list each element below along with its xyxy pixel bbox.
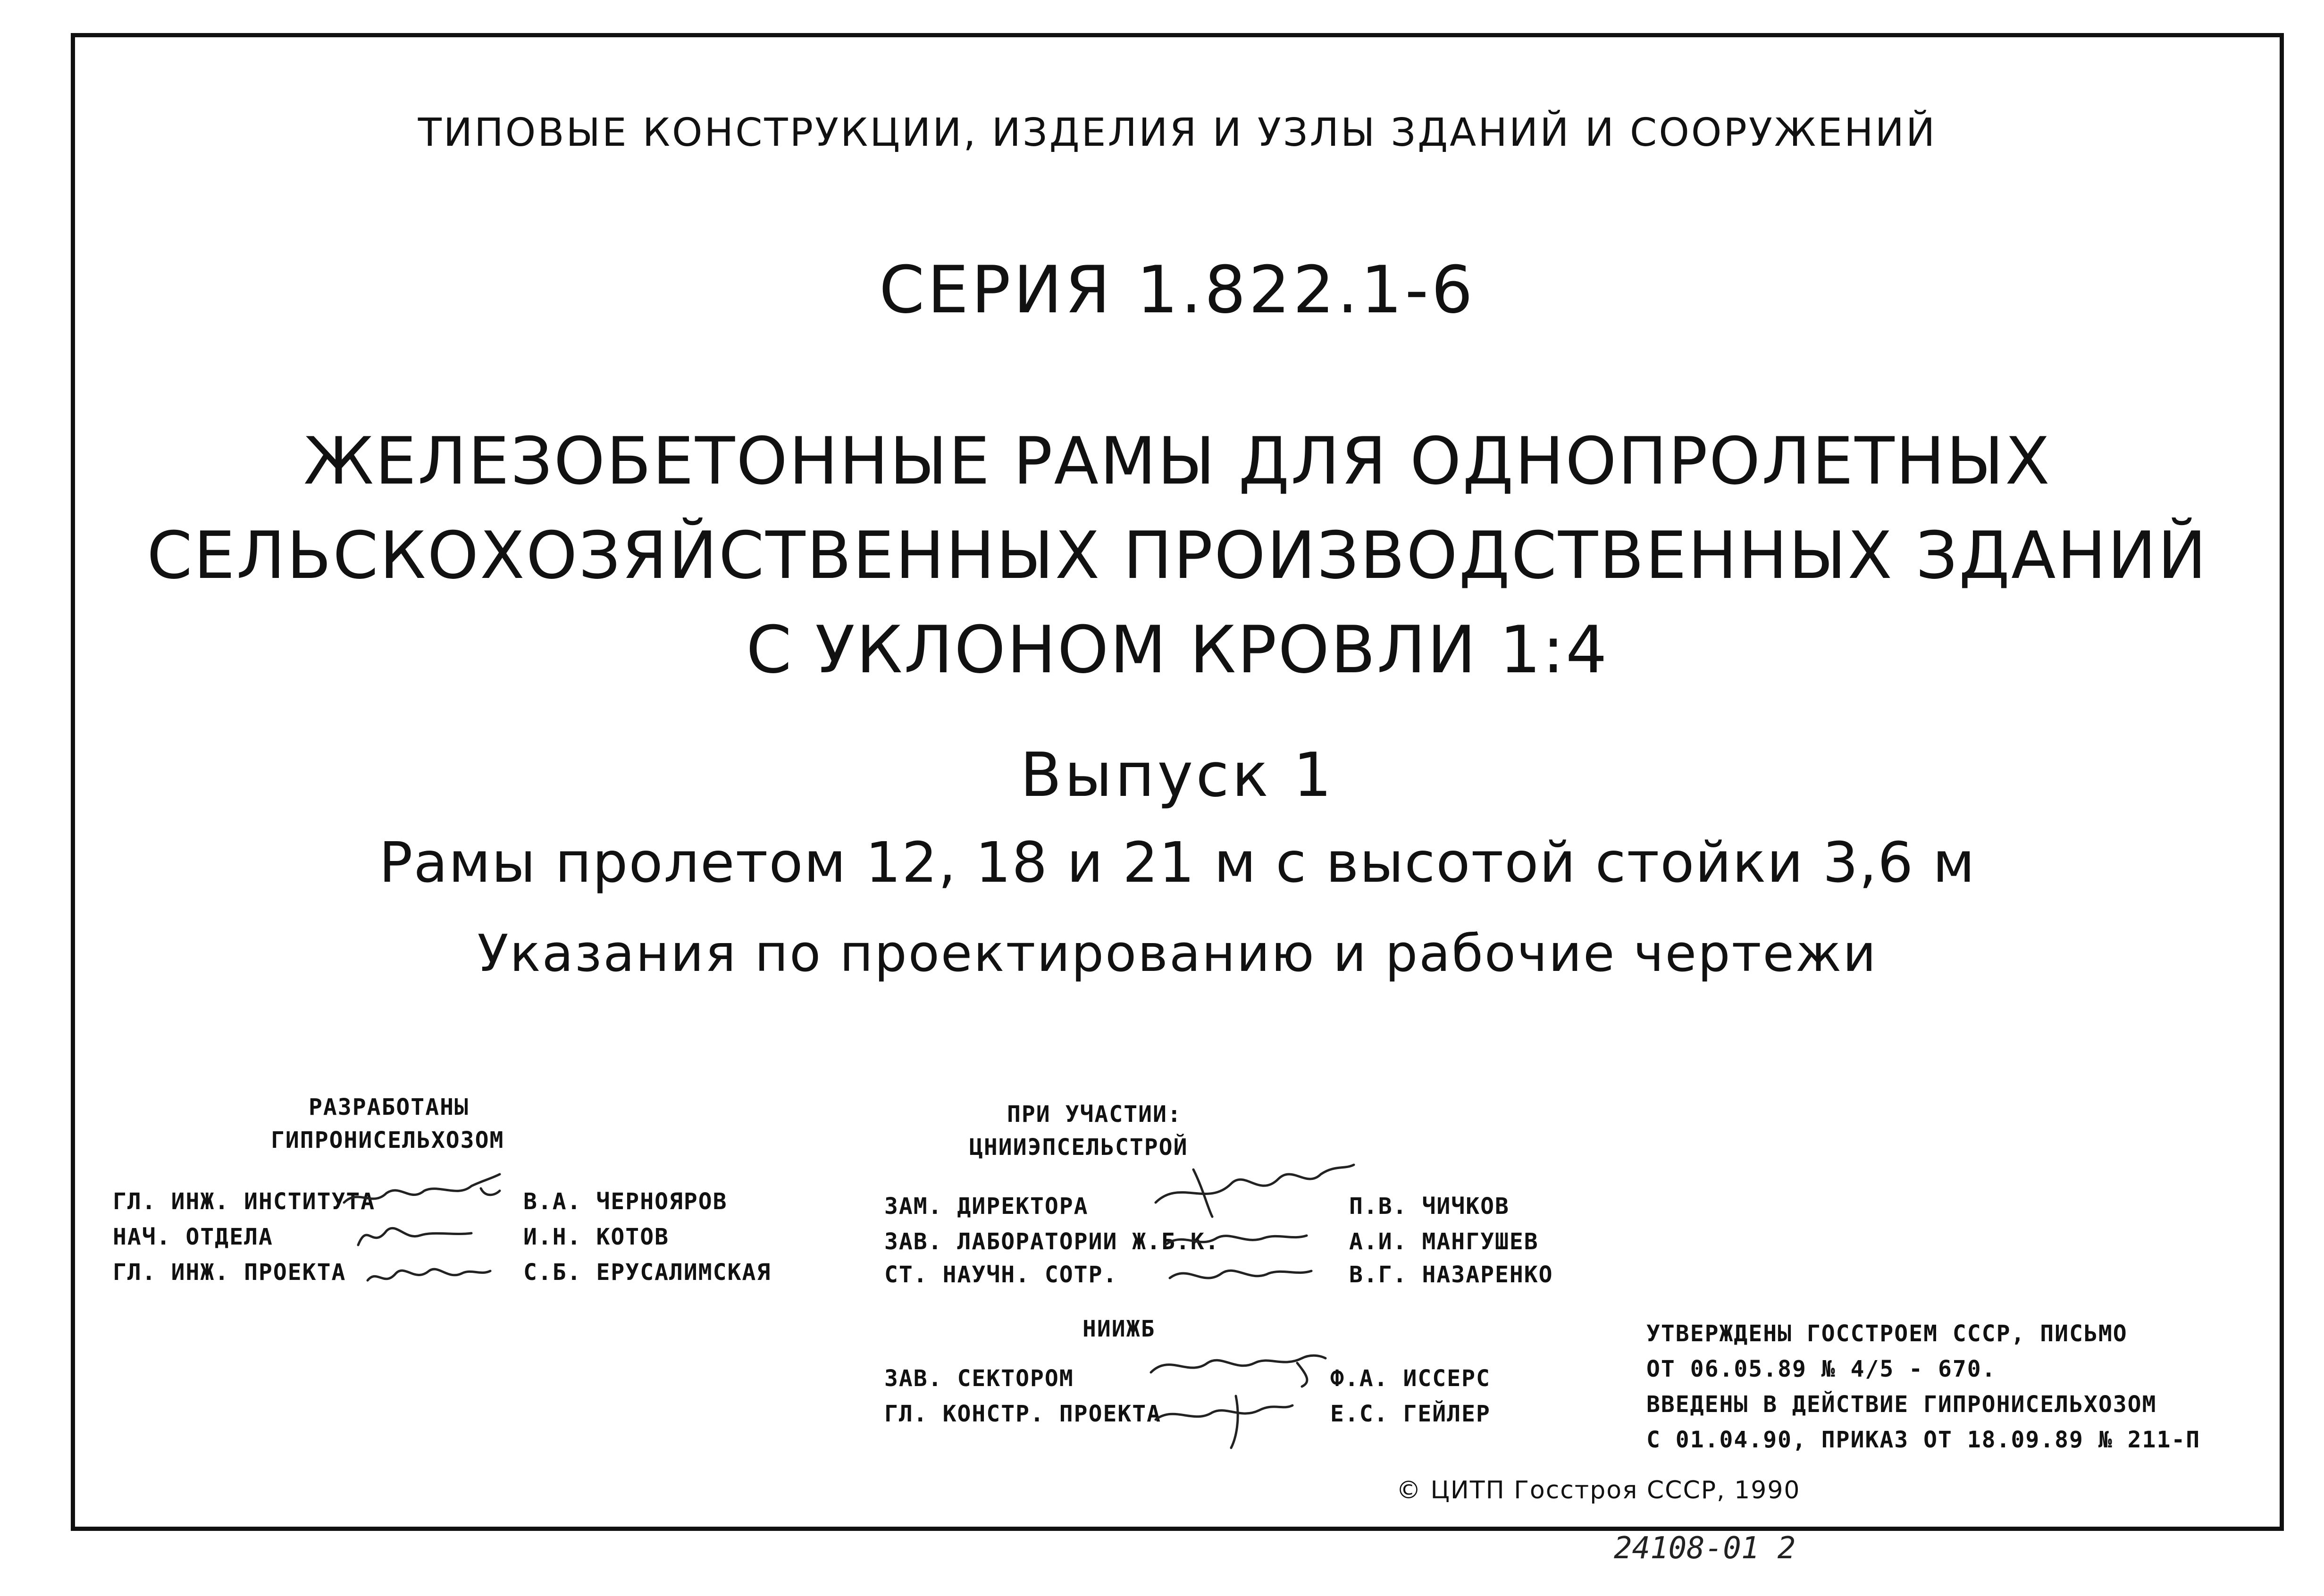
title-line-2: СЕЛЬСКОХОЗЯЙСТВЕННЫХ ПРОИЗВОДСТВЕННЫХ ЗДАНИЙ — [147, 518, 2208, 593]
developer-name-1: В.А. ЧЕРНОЯРОВ — [523, 1188, 728, 1215]
niizhb-role-1: ЗАВ. СЕКТОРОМ — [884, 1365, 1074, 1392]
issue-number: Выпуск 1 — [1020, 740, 1335, 811]
approval-line-2: ОТ 06.05.89 № 4/5 - 670. — [1646, 1356, 1997, 1382]
niizhb-role-2: ГЛ. КОНСТР. ПРОЕКТА — [884, 1401, 1162, 1427]
participant-role-2: ЗАВ. ЛАБОРАТОРИИ Ж.Б.К. — [884, 1228, 1220, 1255]
approval-line-1: УТВЕРЖДЕНЫ ГОССТРОЕМ СССР, ПИСЬМО — [1646, 1320, 2128, 1347]
series-number: СЕРИЯ 1.822.1-6 — [879, 252, 1476, 328]
approval-line-3: ВВЕДЕНЫ В ДЕЙСТВИЕ ГИПРОНИСЕЛЬХОЗОМ — [1646, 1391, 2157, 1418]
developer-name-3: С.Б. ЕРУСАЛИМСКАЯ — [523, 1259, 772, 1286]
participant-name-3: В.Г. НАЗАРЕНКО — [1349, 1262, 1553, 1288]
developer-role-2: НАЧ. ОТДЕЛА — [113, 1224, 273, 1250]
participant-role-1: ЗАМ. ДИРЕКТОРА — [884, 1193, 1089, 1220]
sheet-number: 24108-01 2 — [1614, 1531, 1796, 1566]
developer-role-1: ГЛ. ИНЖ. ИНСТИТУТА — [113, 1188, 376, 1215]
developer-role-3: ГЛ. ИНЖ. ПРОЕКТА — [113, 1259, 346, 1286]
developers-organization: ГИПРОНИСЕЛЬХОЗОМ — [271, 1127, 504, 1153]
participant-signatures — [1137, 1151, 1363, 1302]
approval-line-4: С 01.04.90, ПРИКАЗ ОТ 18.09.89 № 211-П — [1646, 1427, 2201, 1453]
niizhb-name-1: Ф.А. ИССЕРС — [1330, 1365, 1491, 1392]
participant-name-2: А.И. МАНГУШЕВ — [1349, 1228, 1539, 1255]
developers-heading: РАЗРАБОТАНЫ — [309, 1094, 469, 1120]
participant-role-3: СТ. НАУЧН. СОТР. — [884, 1262, 1118, 1288]
participant-name-1: П.В. ЧИЧКОВ — [1349, 1193, 1510, 1220]
niizhb-name-2: Е.С. ГЕЙЛЕР — [1330, 1401, 1491, 1427]
niizhb-heading: НИИЖБ — [1082, 1316, 1156, 1342]
title-line-3: С УКЛОНОМ КРОВЛИ 1:4 — [746, 612, 1609, 688]
niizhb-signatures — [1141, 1330, 1330, 1453]
developer-name-2: И.Н. КОТОВ — [523, 1224, 669, 1250]
subtitle-line-1: Рамы пролетом 12, 18 и 21 м с высотой стойки 3,6 м — [379, 830, 1976, 895]
participants-organization: ЦНИИЭПСЕЛЬСТРОЙ — [969, 1134, 1188, 1161]
copyright: © ЦИТП Госстроя СССР, 1990 — [1396, 1476, 1801, 1504]
developer-signatures — [339, 1170, 519, 1292]
drawing-frame — [71, 33, 2284, 1531]
subtitle-line-2: Указания по проектированию и рабочие чертежи — [477, 924, 1878, 983]
header-text: ТИПОВЫЕ КОНСТРУКЦИИ, ИЗДЕЛИЯ И УЗЛЫ ЗДАНИЙ И СООРУЖЕНИЙ — [418, 110, 1937, 155]
title-line-1: ЖЕЛЕЗОБЕТОННЫЕ РАМЫ ДЛЯ ОДНОПРОЛЕТНЫХ — [303, 423, 2051, 499]
participants-heading: ПРИ УЧАСТИИ: — [1007, 1101, 1182, 1128]
